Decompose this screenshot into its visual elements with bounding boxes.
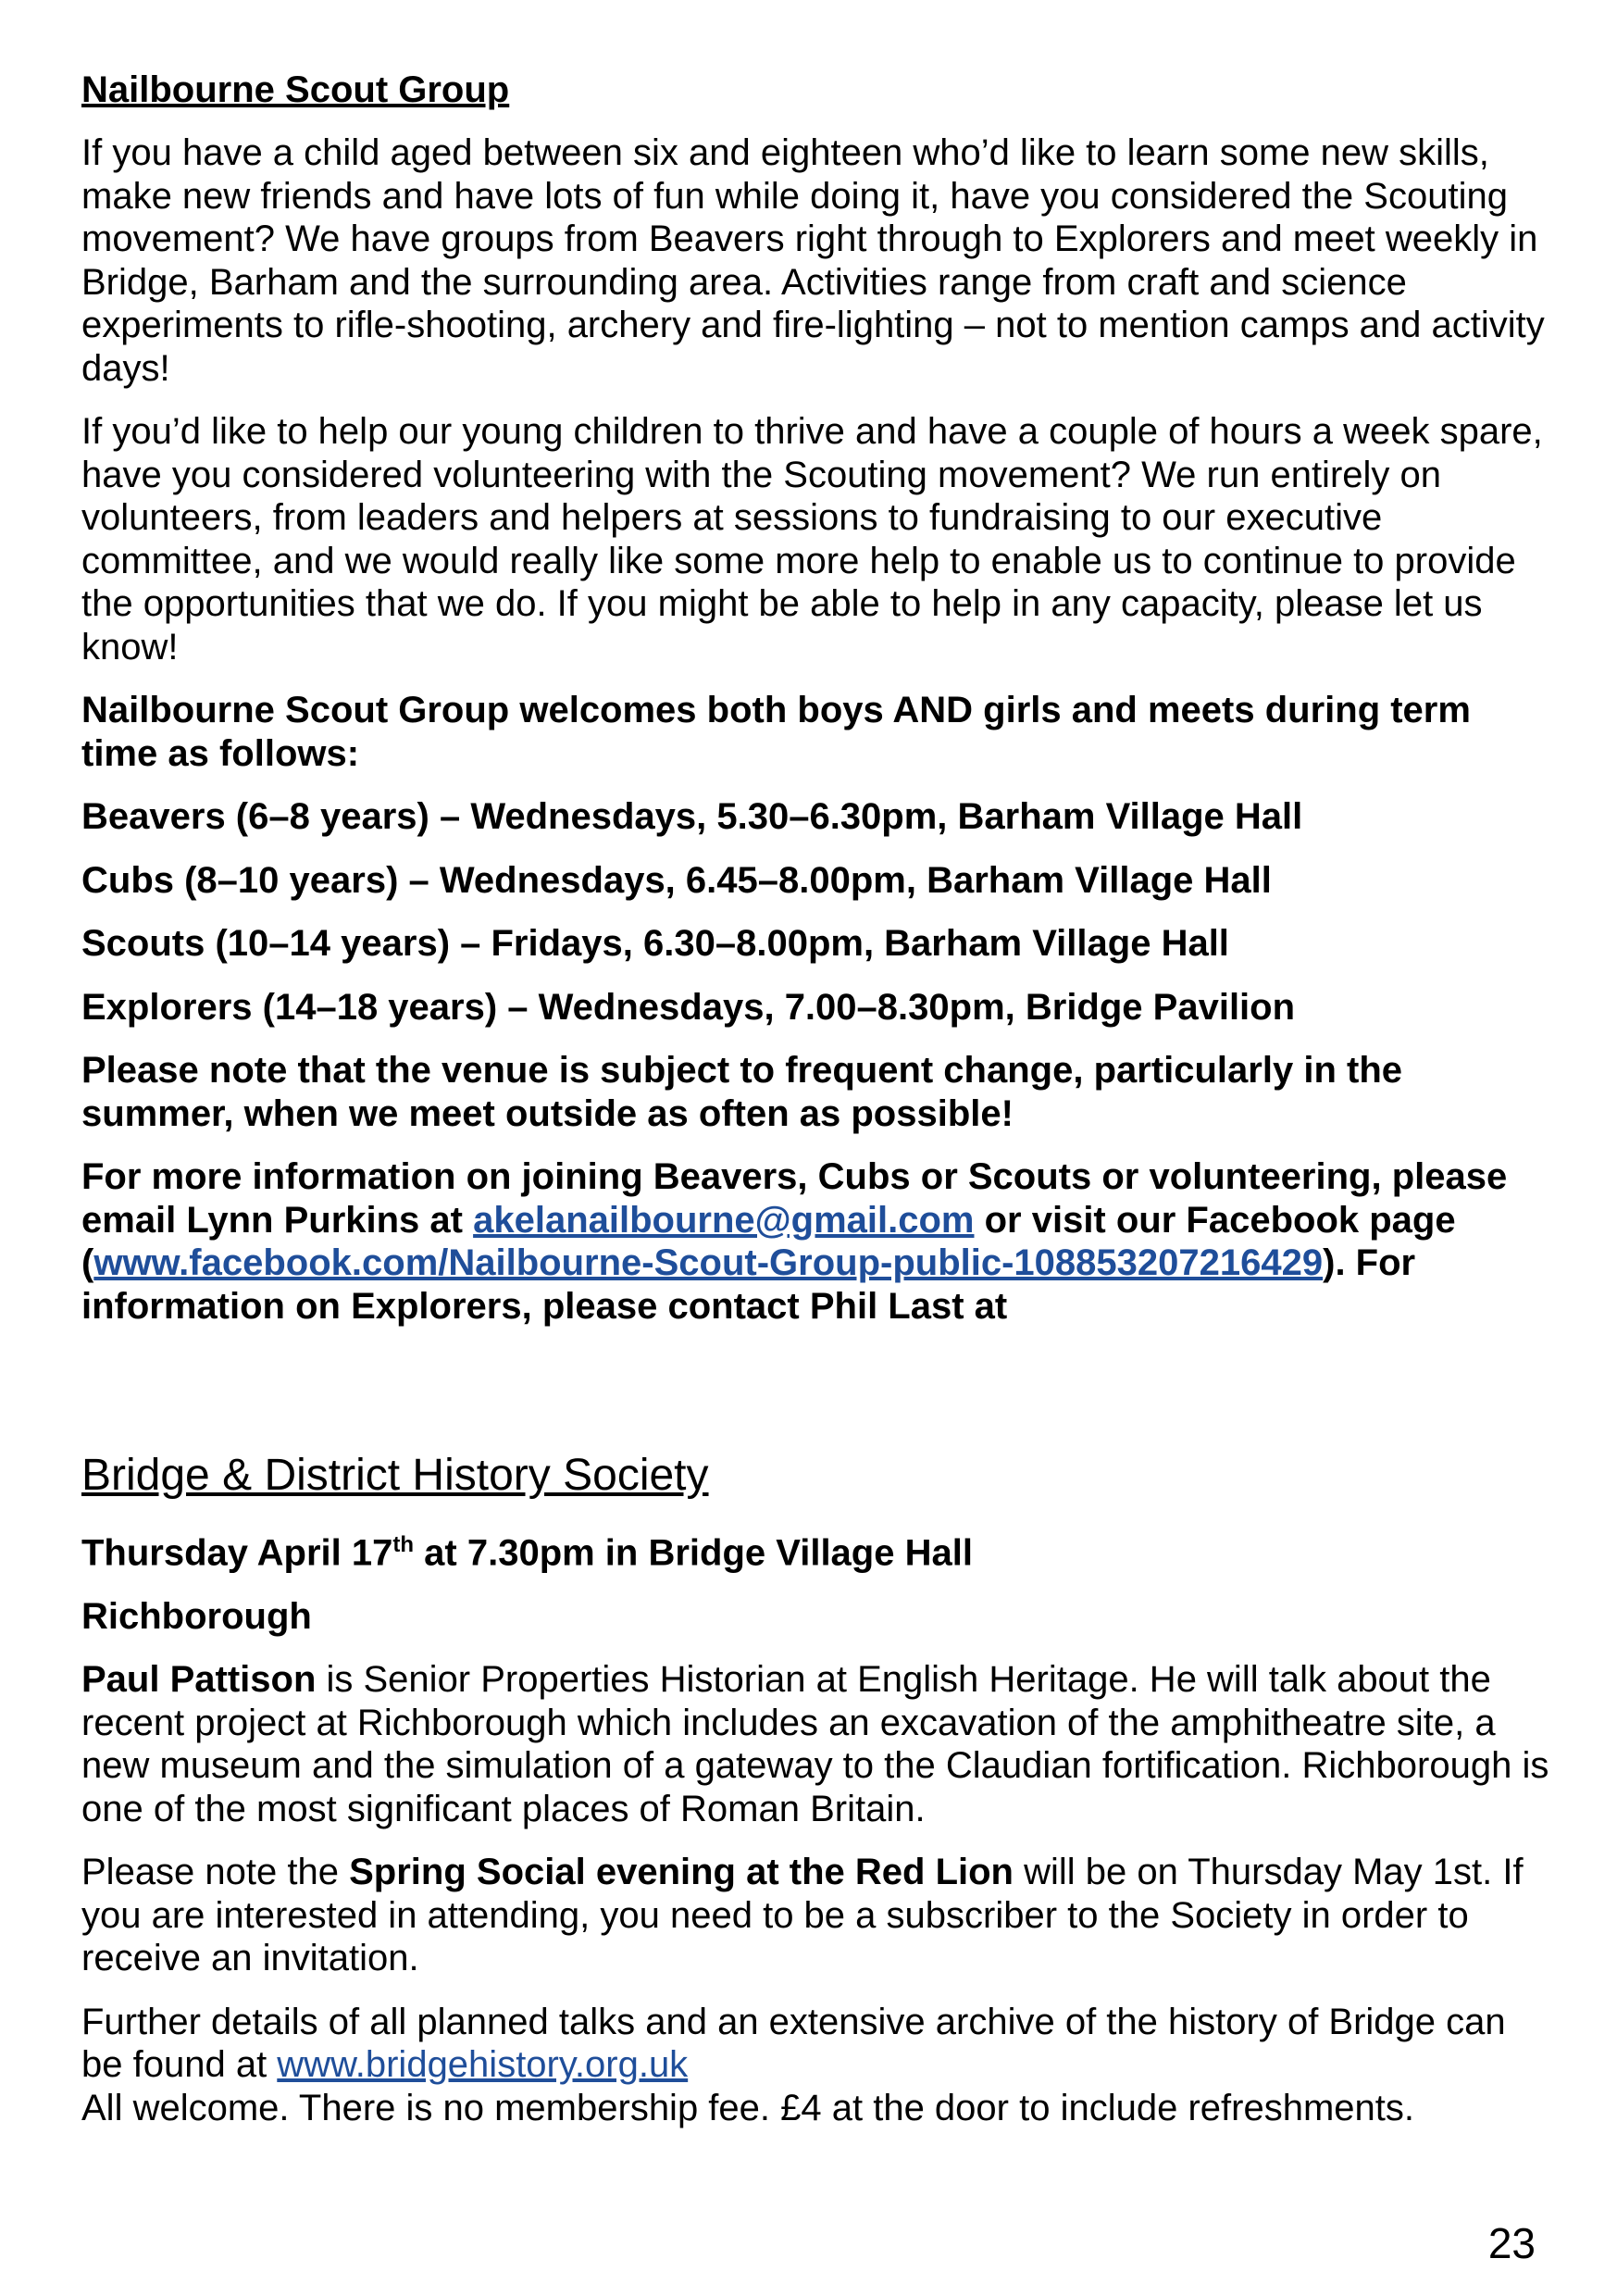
note-text-pre: Please note the bbox=[81, 1852, 350, 1893]
history-website-link[interactable]: www.bridgehistory.org.uk bbox=[277, 2044, 689, 2086]
section-cubs: Cubs (8–10 years) – Wednesdays, 6.45–8.00pm, Barham Village Hall bbox=[81, 859, 1272, 901]
section-spacer bbox=[81, 1328, 1551, 1450]
facebook-link[interactable]: www.facebook.com/Nailbourne-Scout-Group-public-108853207216429 bbox=[93, 1242, 1324, 1283]
section-scouts: Scouts (10–14 years) – Fridays, 6.30–8.00pm, Barham Village Hall bbox=[81, 923, 1229, 964]
further-text: Further details of all planned talks and an extensive archive of the history of Bridge can be found at bbox=[81, 2001, 1506, 2086]
history-society-title: Bridge & District History Society bbox=[81, 1451, 709, 1500]
spring-social-note bbox=[81, 1851, 1551, 1980]
section-beavers: Beavers (6–8 years) – Wednesdays, 5.30–6.30pm, Barham Village Hall bbox=[81, 796, 1303, 837]
scout-volunteer-paragraph: If you’d like to help our young children to thrive and have a couple of hours a week spare, have you considered volunteering with the Scouting movement? We run entirely on volunteers, from leaders and helpers at sessions to fundraising to our executive committee, and we would really like some more help to enable us to continue to provide the opportunities that we do. If you might be able to help in any capacity, please let us know! bbox=[81, 411, 1543, 668]
scout-intro-paragraph: If you have a child aged between six and eighteen who’d like to learn some new skills, make new friends and have lots of fun while doing it, have you considered the Scouting movement? We have groups from Beavers right through to Explorers and meet weekly in Bridge, Barham and the surrounding area. Activities range from craft and science experiments to rifle-shooting, archery and fire-lighting – not to mention camps and activity days! bbox=[81, 132, 1545, 389]
contact-text-3: ). For information on Explorers, please contact Phil Last at bbox=[81, 1242, 1416, 1327]
talk-date-venue: at 7.30pm in Bridge Village Hall bbox=[414, 1532, 973, 1574]
venue-note: Please note that the venue is subject to frequent change, particularly in the summer, when we meet outside as often as possible! bbox=[81, 1050, 1402, 1134]
contact-text-2: or visit our Facebook page ( bbox=[81, 1199, 1456, 1283]
scout-welcome-statement: Nailbourne Scout Group welcomes both boys AND girls and meets during term time as follows: bbox=[81, 690, 1471, 774]
note-event: Spring Social evening at the Red Lion bbox=[349, 1852, 1014, 1893]
talk-date-text: Thursday April 17 bbox=[81, 1532, 393, 1574]
page-number: 23 bbox=[1487, 2219, 1536, 2267]
section-explorers: Explorers (14–18 years) – Wednesdays, 7.00–8.30pm, Bridge Pavilion bbox=[81, 986, 1296, 1028]
talk-description bbox=[81, 1658, 1551, 1830]
speaker-name: Paul Pattison bbox=[81, 1659, 317, 1701]
talk-description-text: is Senior Properties Historian at English Heritage. He will talk about the recent project at Richborough which includes an excavation of the amphitheatre site, a new museum and the simulation of a gateway to the Claudian fortification. Richborough is one of the most significant places of Roman Britain. bbox=[81, 1659, 1549, 1829]
further-details bbox=[81, 2001, 1551, 2087]
contact-text-1: For more information on joining Beavers, Cubs or Scouts or volunteering, please email Lynn Purkins at bbox=[81, 1156, 1508, 1241]
note-text-post: will be on Thursday May 1st. If you are interested in attending, you need to be a subscriber to the Society in order to receive an invitation. bbox=[81, 1852, 1524, 1979]
talk-topic: Richborough bbox=[81, 1595, 312, 1637]
admission-note: All welcome. There is no membership fee. £4 at the door to include refreshments. bbox=[81, 2087, 1414, 2128]
scout-contact-info bbox=[81, 1155, 1551, 1328]
scout-group-title: Nailbourne Scout Group bbox=[81, 69, 510, 110]
page-content bbox=[81, 69, 1551, 2129]
talk-date-suffix: th bbox=[392, 1532, 415, 1557]
talk-date bbox=[81, 1524, 1551, 1575]
email-link[interactable]: akelanailbourne@gmail.com bbox=[473, 1199, 975, 1241]
